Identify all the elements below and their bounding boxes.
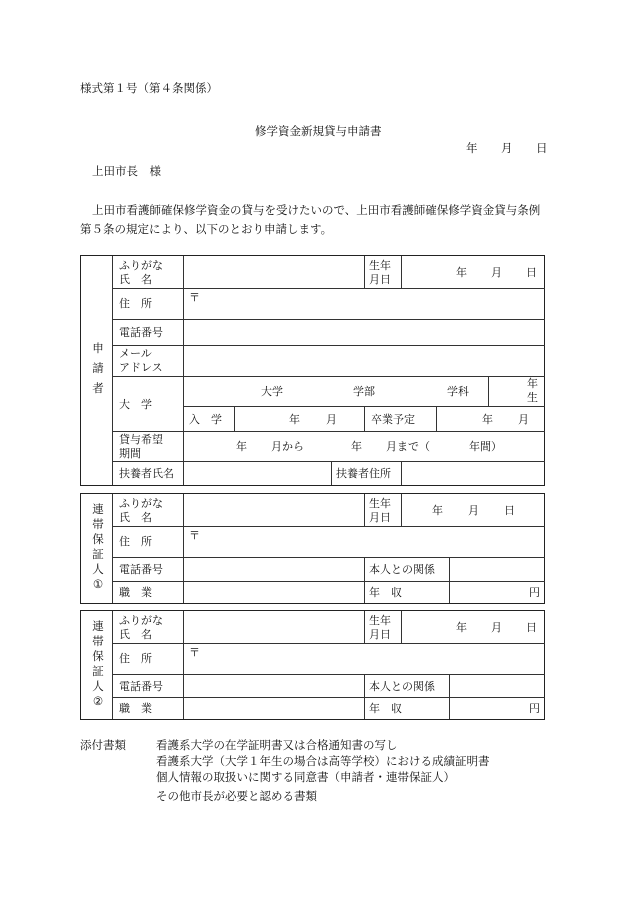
applicant-address-label: 住 所 <box>119 297 152 310</box>
intro-line-2: 第５条の規定により、以下のとおり申請します。 <box>80 222 333 236</box>
applicant-postal-mark: 〒 <box>189 291 200 304</box>
guarantor-1-phone-label: 電話番号 <box>119 563 163 576</box>
graduation-year: 年 <box>482 413 493 426</box>
guarantor-2-yen: 円 <box>529 702 540 715</box>
graduation-month: 月 <box>518 413 529 426</box>
page-title: 修学資金新規貸与申請書 <box>255 124 382 138</box>
applicant-birth-month: 月 <box>491 266 502 279</box>
guarantor-1-address-label: 住 所 <box>119 535 152 548</box>
applicant-mail-label: メール <box>119 347 152 360</box>
applicant-birth-year: 年 <box>456 266 467 279</box>
attachment-item: 個人情報の取扱いに関する同意書（申請者・連帯保証人） <box>156 770 455 784</box>
guarantor-2-phone-label: 電話番号 <box>119 680 163 693</box>
guarantor-2-section: 連 帯 保 証 人 ② ふりがな 氏 名 生年 月日 年 月 日 住 所 〒 電話番号 本人との関係 職 業 年 収 円 <box>80 610 545 720</box>
period-to-month: 月まで（ <box>386 440 430 453</box>
guarantor-1-birth-label: 生年 <box>369 497 391 510</box>
guarantor-1-birth-month: 月 <box>468 504 479 517</box>
admission-label: 入 学 <box>189 413 222 426</box>
guarantor-1-section: 連 帯 保 証 人 ① ふりがな 氏 名 生年 月日 年 月 日 住 所 〒 電話番号 本人との関係 職 業 年 収 円 <box>80 493 545 604</box>
admission-year: 年 <box>289 413 300 426</box>
applicant-section-label: 申 請 者 <box>92 341 104 395</box>
department-unit: 学科 <box>447 385 469 398</box>
intro-line-1: 上田市看護師確保修学資金の貸与を受けたいので、上田市看護師確保修学資金貸与条例 <box>92 203 541 217</box>
applicant-phone-label: 電話番号 <box>119 326 163 339</box>
guarantor-2-birth-month: 月 <box>491 621 502 634</box>
date-year: 年 <box>466 141 478 155</box>
grade-unit: 年 <box>527 377 538 390</box>
attachment-item: 看護系大学の在学証明書又は合格通知書の写し <box>156 738 398 752</box>
university-unit: 大学 <box>261 385 283 398</box>
guarantor-2-address-label: 住 所 <box>119 652 152 665</box>
guardian-name-label: 扶養者氏名 <box>119 467 174 480</box>
guarantor-1-name-label: 氏 名 <box>119 511 152 524</box>
guarantor-1-income-label: 年 収 <box>369 586 402 599</box>
date-day: 日 <box>536 141 548 155</box>
guarantor-2-section-label: 連 帯 保 証 人 ② <box>92 619 104 708</box>
guarantor-1-occupation-label: 職 業 <box>119 586 152 599</box>
guarantor-1-birth-day: 日 <box>504 504 515 517</box>
admission-month: 月 <box>326 413 337 426</box>
addressee: 上田市長 様 <box>92 164 161 178</box>
guarantor-2-birth-year: 年 <box>456 621 467 634</box>
guarantor-2-birth-label: 生年 <box>369 614 391 627</box>
applicant-university-label: 大 学 <box>119 398 152 411</box>
guarantor-2-birth-day: 日 <box>526 621 537 634</box>
applicant-furigana-label: ふりがな <box>119 259 163 272</box>
guarantor-1-relation-label: 本人との関係 <box>369 563 435 576</box>
attachment-item: 看護系大学（大学１年生の場合は高等学校）における成績証明書 <box>156 754 490 768</box>
graduation-plan-label: 卒業予定 <box>371 413 415 426</box>
period-to-year: 年 <box>351 440 362 453</box>
guarantor-2-postal-mark: 〒 <box>189 646 200 659</box>
guarantor-2-furigana-label: ふりがな <box>119 614 163 627</box>
applicant-section: 申 請 者 ふりがな 氏 名 生年 月日 年 月 日 住 所 〒 電話番号 メール アドレス 大 学 大学 学部 学科 年 生 入 学 年 月 卒業予定 年 月 貸与希望 期間 年 月から 年 月まで（ 年間） 扶養者氏名 扶養者住所 <box>80 255 545 486</box>
date-month: 月 <box>501 141 513 155</box>
period-from-month: 月から <box>271 440 304 453</box>
form-number: 様式第１号（第４条関係） <box>80 81 218 95</box>
loan-period-label: 貸与希望 <box>119 433 163 446</box>
applicant-name-label: 氏 名 <box>119 273 152 286</box>
guardian-address-label: 扶養者住所 <box>336 467 391 480</box>
guarantor-1-postal-mark: 〒 <box>189 529 200 542</box>
faculty-unit: 学部 <box>353 385 375 398</box>
guarantor-2-relation-label: 本人との関係 <box>369 680 435 693</box>
attachment-item: その他市長が必要と認める書類 <box>156 789 317 803</box>
guarantor-2-name-label: 氏 名 <box>119 628 152 641</box>
attachments-label: 添付書類 <box>80 738 126 752</box>
applicant-birth-day: 日 <box>526 266 537 279</box>
applicant-birth-label: 生年 <box>369 259 391 272</box>
guarantor-1-yen: 円 <box>529 586 540 599</box>
period-years: 年間） <box>469 440 502 453</box>
guarantor-1-birth-year: 年 <box>432 504 443 517</box>
guarantor-2-occupation-label: 職 業 <box>119 702 152 715</box>
period-from-year: 年 <box>236 440 247 453</box>
guarantor-2-income-label: 年 収 <box>369 702 402 715</box>
guarantor-1-furigana-label: ふりがな <box>119 497 163 510</box>
guarantor-1-section-label: 連 帯 保 証 人 ① <box>92 502 104 591</box>
